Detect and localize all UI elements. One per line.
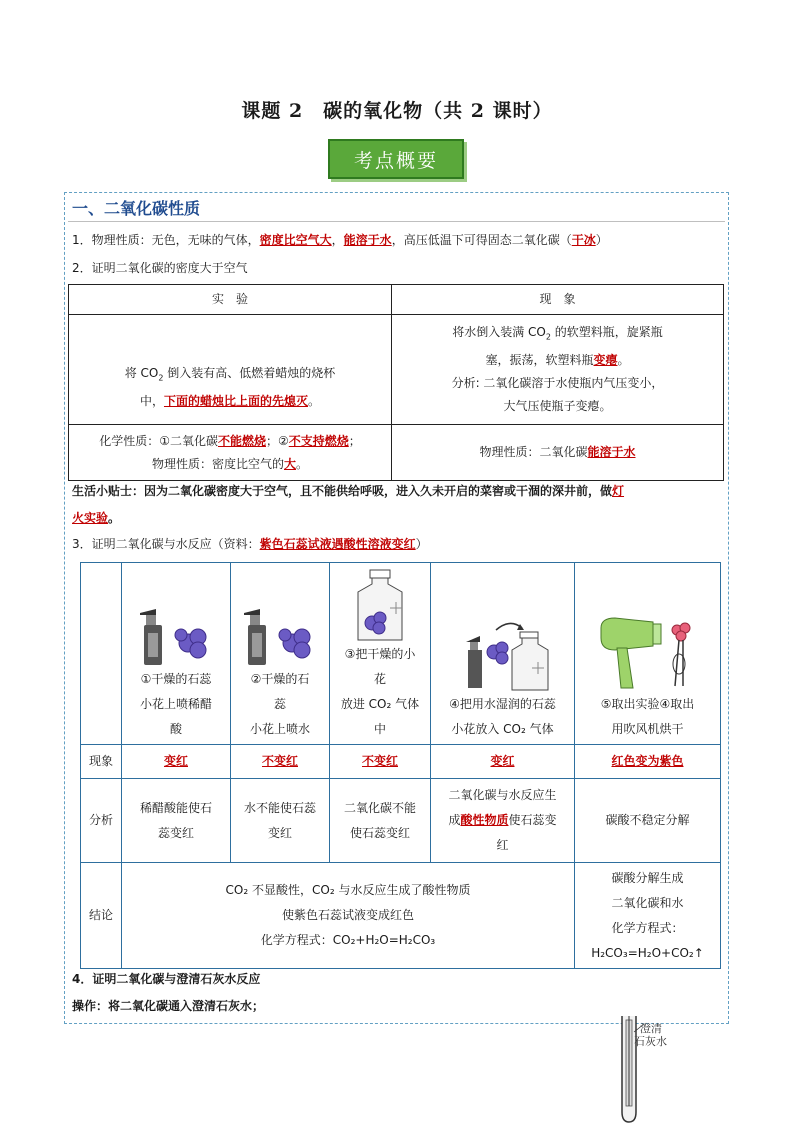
empty-cell — [81, 563, 122, 745]
conclusion-side — [575, 863, 721, 969]
step-text: ①干燥的石蕊 — [140, 672, 212, 686]
row-label-phenomenon: 现象 — [81, 745, 122, 779]
analysis-3 — [330, 779, 431, 863]
text: 碳酸分解生成 — [611, 870, 684, 885]
item-1 — [72, 232, 608, 248]
step-5 — [575, 563, 721, 745]
text: 化学性质：①二氧化碳 — [99, 433, 218, 448]
section-divider — [68, 221, 725, 222]
gas-jar-flower-icon — [350, 568, 410, 642]
tip-line-2 — [72, 510, 120, 526]
item-4: 4．证明二氧化碳与澄清石灰水反应 — [72, 972, 261, 986]
equation: H₂CO₃=H₂O+CO₂↑ — [591, 945, 704, 960]
step-text: ⑤取出实验④取出 — [600, 697, 695, 711]
property-cell-right — [392, 425, 724, 481]
step-text: 放进 CO₂ 气体 — [340, 697, 420, 711]
conclusion-main — [122, 863, 575, 969]
text: 倒入装有高、低燃着蜡烛的烧杯 — [163, 366, 336, 381]
equation: 化学方程式：CO₂+H₂O=H₂CO₃ — [260, 933, 436, 947]
keyword: 酸性物质 — [460, 813, 509, 827]
step-2 — [231, 563, 330, 745]
spray-bottle-flower-icon — [136, 605, 216, 667]
experiment-cell — [69, 315, 392, 425]
step-text: 用吹风机烘干 — [611, 722, 684, 736]
test-tube-icon — [612, 1016, 682, 1123]
phenomenon-cell — [392, 315, 724, 425]
text: 塞，振荡，软塑料瓶 — [485, 352, 594, 367]
operation-line: 操作：将二氧化碳通入澄清石灰水； — [72, 999, 265, 1013]
text: 的软塑料瓶，旋紧瓶 — [550, 325, 663, 340]
text: 。 — [108, 511, 121, 525]
keyword: 大 — [283, 456, 296, 471]
step-3 — [330, 563, 431, 745]
step-text: ②干燥的石 — [250, 672, 310, 686]
keyword: 不能燃烧 — [217, 433, 266, 448]
reaction-table — [80, 562, 721, 969]
text: ） — [415, 537, 428, 551]
keyword: 下面的蜡烛比上面的先熄灭 — [163, 393, 308, 408]
text: 物理性质：密度比空气的 — [151, 456, 284, 471]
step-text: 小花放入 CO₂ 气体 — [451, 722, 554, 736]
text: 3．证明二氧化碳与水反应（资料： — [72, 537, 260, 551]
text: 二氧化碳和水 — [611, 895, 684, 910]
keyword: 变瘪 — [593, 352, 618, 367]
property-cell-left — [69, 425, 392, 481]
header-experiment: 实 验 — [69, 285, 392, 315]
text: 红 — [496, 838, 509, 852]
spray-bottle-flower-icon — [240, 605, 320, 667]
step-text: ④把用水湿润的石蕊 — [449, 697, 556, 711]
text: ， — [331, 233, 344, 247]
text: ； — [348, 433, 361, 448]
phenomenon-4: 变红 — [490, 754, 515, 768]
text: 生活小贴士：因为二氧化碳密度大于空气，且不能供给呼吸，进入久未开启的菜窖或干涸的深井前，做 — [72, 484, 613, 498]
tube-label-1: 澄清 — [640, 1022, 662, 1035]
step-1 — [122, 563, 231, 745]
step-4 — [431, 563, 575, 745]
phenomenon-3: 不变红 — [361, 754, 398, 768]
phenomenon-2: 不变红 — [261, 754, 298, 768]
spray-into-jar-icon — [448, 616, 558, 692]
text: 使石蕊变 — [508, 813, 557, 827]
text: 稀醋酸能使石 — [139, 800, 212, 815]
text: 将 CO — [124, 366, 159, 381]
row-label-analysis: 分析 — [81, 779, 122, 863]
step-text: 花 — [373, 672, 386, 686]
text: 使石蕊变红 — [349, 825, 410, 840]
hair-dryer-icon — [593, 616, 703, 692]
text: ，高压低温下可得固态二氧化碳（ — [391, 233, 572, 247]
tube-label-2: 石灰水 — [634, 1035, 667, 1048]
density-table — [68, 284, 724, 481]
page-title: 课题 2 碳的氧化物（共 2 课时） — [241, 100, 553, 122]
text: 水不能使石蕊 — [243, 800, 316, 815]
step-text: 中 — [373, 722, 386, 736]
analysis-4 — [431, 779, 575, 863]
text: 分析: 二氧化碳溶于水使瓶内气压变小， — [451, 375, 664, 390]
step-text: 小花上喷稀醋 — [139, 697, 212, 711]
keyword: 密度比空气大 — [259, 233, 332, 247]
step-text: 酸 — [169, 722, 182, 736]
section-heading: 一、二氧化碳性质 — [72, 199, 201, 218]
text: 。 — [308, 393, 321, 408]
keyword: 不支持燃烧 — [288, 433, 349, 448]
text: 化学方程式： — [611, 920, 684, 935]
row-label-conclusion: 结论 — [81, 863, 122, 969]
analysis-1 — [122, 779, 231, 863]
keyword: 能溶于水 — [587, 445, 636, 459]
text: ） — [595, 233, 608, 247]
step-text: ③把干燥的小 — [344, 647, 416, 661]
keyword: 能溶于水 — [343, 233, 392, 247]
subscript: 2 — [158, 373, 164, 383]
step-text: 蕊 — [273, 697, 286, 711]
text: 物理性质：二氧化碳 — [479, 445, 588, 459]
analysis-2 — [231, 779, 330, 863]
item-3 — [72, 536, 428, 552]
section-badge: 考点概要 — [328, 139, 464, 179]
text: 蕊变红 — [157, 825, 194, 840]
phenomenon-5: 红色变为紫色 — [611, 754, 684, 768]
header-phenomenon: 现 象 — [392, 285, 724, 315]
text: 将水倒入装满 CO — [452, 325, 546, 340]
text: ；② — [265, 433, 289, 448]
tip-line-1 — [72, 483, 624, 499]
step-text: 小花上喷水 — [249, 722, 310, 736]
keyword: 紫色石蕊试液遇酸性溶液变红 — [259, 537, 416, 551]
text: 1．物理性质：无色，无味的气体， — [72, 233, 260, 247]
keyword: 干冰 — [571, 233, 596, 247]
subscript: 2 — [545, 332, 551, 342]
text: 中， — [139, 393, 164, 408]
text: 大气压使瓶子变瘪。 — [503, 398, 612, 413]
item-2: 2．证明二氧化碳的密度大于空气 — [72, 261, 248, 275]
analysis-5: 碳酸不稳定分解 — [575, 779, 721, 863]
keyword: 灯 — [612, 484, 625, 498]
text: 成 — [448, 813, 461, 827]
text: 。 — [296, 456, 309, 471]
text: 二氧化碳不能 — [343, 800, 416, 815]
phenomenon-1: 变红 — [163, 754, 188, 768]
text: 。 — [617, 352, 630, 367]
text: 变红 — [267, 825, 292, 840]
keyword: 火实验 — [72, 511, 109, 525]
text: CO₂ 不显酸性，CO₂ 与水反应生成了酸性物质 — [225, 883, 471, 897]
text: 二氧化碳与水反应生 — [448, 788, 557, 802]
text: 使紫色石蕊试液变成红色 — [281, 908, 414, 922]
